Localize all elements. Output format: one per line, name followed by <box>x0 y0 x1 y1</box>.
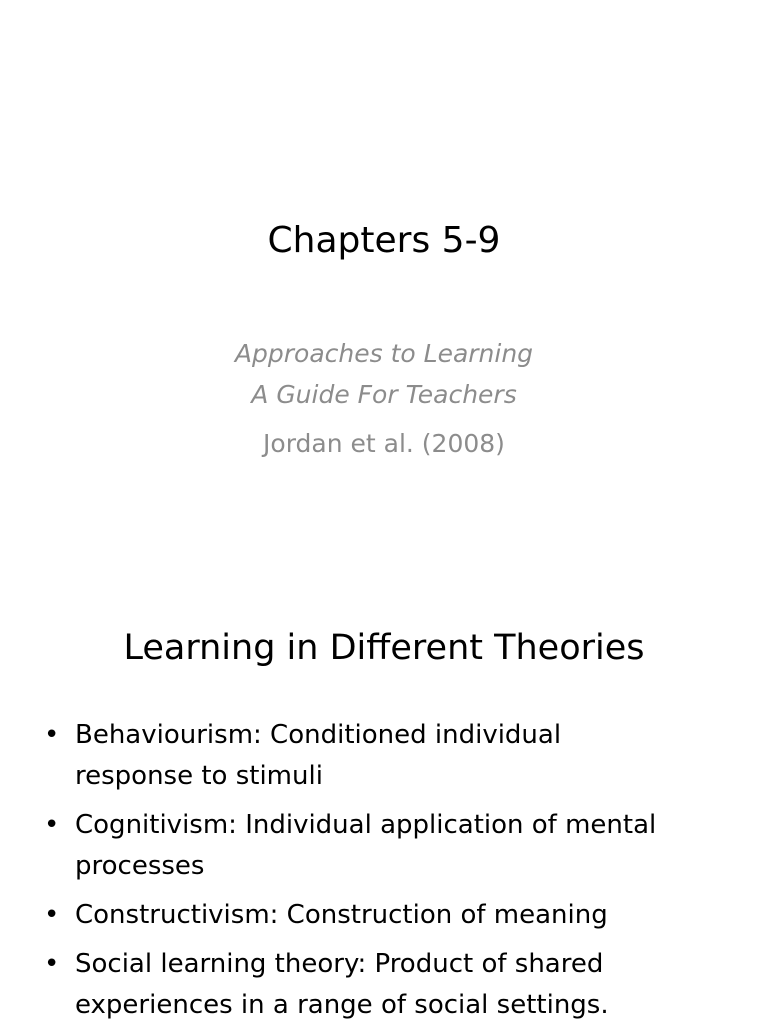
bullet-text-line-2: processes <box>75 851 205 881</box>
bullet-item-behaviourism <box>42 715 742 797</box>
content-slide <box>0 576 768 1024</box>
bullet-text-line-2: response to stimuli <box>75 761 323 791</box>
subtitle-line-2: A Guide For Teachers <box>251 380 517 409</box>
bullet-text-line-1: Cognitivism: Individual application of mental <box>75 810 657 840</box>
subtitle-line-1: Approaches to Learning <box>234 339 534 368</box>
bullet-item-constructivism <box>42 895 742 936</box>
slide-title: Learning in Different Theories <box>123 628 645 668</box>
bullet-list <box>42 715 742 1034</box>
bullet-item-cognitivism <box>42 805 742 887</box>
bullet-text-line-1: Social learning theory: Product of shared <box>75 949 604 979</box>
bullet-icon: • <box>44 810 60 840</box>
bullet-text-line-1: Behaviourism: Conditioned individual <box>75 720 562 750</box>
author-citation: Jordan et al. (2008) <box>263 429 505 458</box>
bullet-text-line-2: experiences in a range of social settings. <box>75 990 609 1020</box>
bullet-text-line-1: Constructivism: Construction of meaning <box>75 900 608 930</box>
slide-title: Chapters 5-9 <box>267 220 501 261</box>
bullet-icon: • <box>44 720 60 750</box>
bullet-icon: • <box>44 949 60 979</box>
bullet-item-social-learning <box>42 944 742 1026</box>
bullet-icon: • <box>44 900 60 930</box>
slide-subtitle <box>0 333 768 464</box>
